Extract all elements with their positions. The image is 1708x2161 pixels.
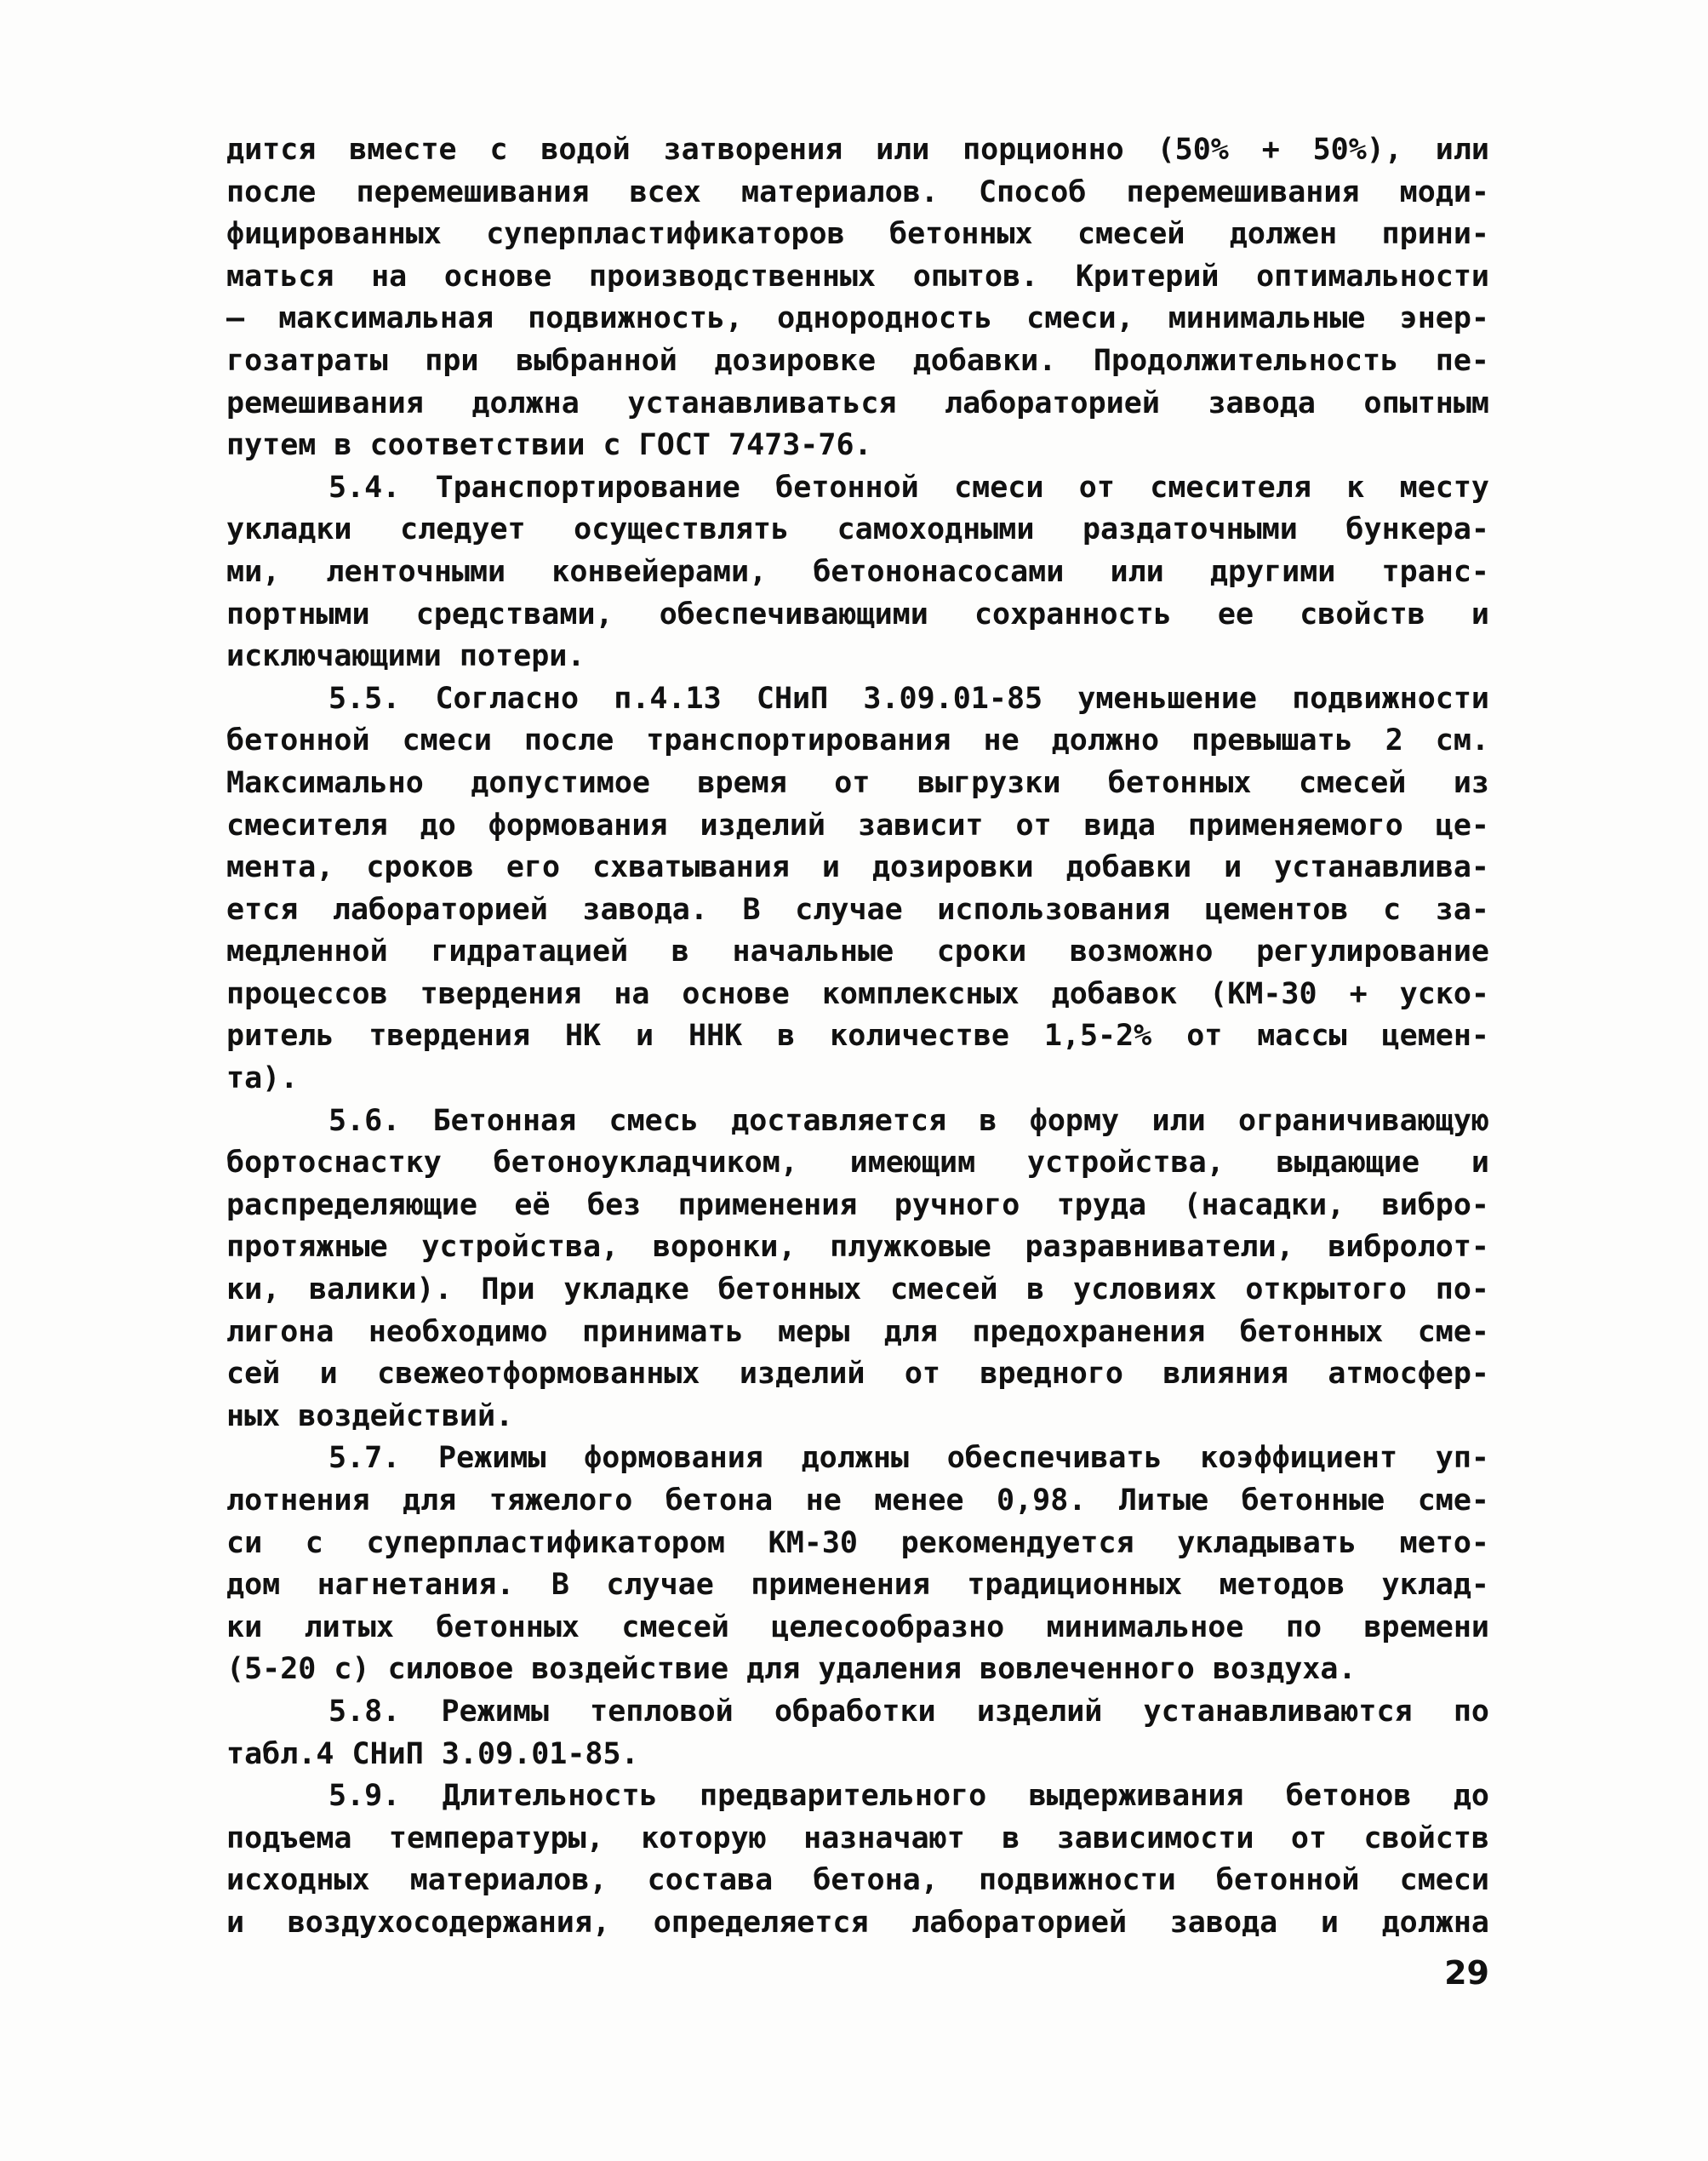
paragraph-5-9 xyxy=(226,1775,1489,1944)
text-line: – максимальная подвижность, однородность смеси, минимальные энер- xyxy=(226,301,1489,336)
paragraph-5-8 xyxy=(226,1691,1489,1775)
text-line: распределяющие её без применения ручного труда (насадки, вибро- xyxy=(226,1187,1489,1222)
text-line: бетонной смеси после транспортирования не должно превышать 2 см. xyxy=(226,723,1489,758)
paragraph-continuation xyxy=(226,129,1489,467)
text-line: лотнения для тяжелого бетона не менее 0,98. Литые бетонные сме- xyxy=(226,1484,1489,1518)
text-line: табл.4 СНиП 3.09.01-85. xyxy=(226,1736,639,1771)
page-number: 29 xyxy=(1444,1954,1489,1992)
text-line: процессов твердения на основе комплексных добавок (КМ-30 + уско- xyxy=(226,976,1489,1011)
text-line: ных воздействий. xyxy=(226,1398,514,1433)
text-line: портными средствами, обеспечивающими сохранность ее свойств и xyxy=(226,597,1489,632)
body-text xyxy=(226,129,1489,1945)
text-line: дится вместе с водой затворения или порционно (50% + 50%), или xyxy=(226,133,1489,167)
text-line: лигона необходимо принимать меры для предохранения бетонных сме- xyxy=(226,1314,1489,1349)
text-line: укладки следует осуществлять самоходными раздаточными бункера- xyxy=(226,512,1489,547)
text-line: ки, валики). При укладке бетонных смесей в условиях открытого по- xyxy=(226,1272,1489,1307)
paragraph-5-5 xyxy=(226,678,1489,1101)
text-line: исходных материалов, состава бетона, подвижности бетонной смеси xyxy=(226,1863,1489,1898)
text-line: бортоснастку бетоноукладчиком, имеющим устройства, выдающие и xyxy=(226,1146,1489,1181)
paragraph-5-7 xyxy=(226,1438,1489,1691)
text-line: ки литых бетонных смесей целесообразно минимальное по времени xyxy=(226,1609,1489,1644)
text-line: ремешивания должна устанавливаться лабораторией завода опытным xyxy=(226,386,1489,420)
text-line: протяжные устройства, воронки, плужковые разравниватели, вибролот- xyxy=(226,1230,1489,1265)
text-line: фицированных суперпластификаторов бетонных смесей должен прини- xyxy=(226,217,1489,252)
text-line: 5.7. Режимы формования должны обеспечивать коэффициент уп- xyxy=(328,1441,1489,1476)
text-line: Максимально допустимое время от выгрузки бетонных смесей из xyxy=(226,765,1489,800)
text-line: 5.5. Согласно п.4.13 СНиП 3.09.01-85 уменьшение подвижности xyxy=(328,681,1489,716)
text-line: маться на основе производственных опытов. Критерий оптимальности xyxy=(226,259,1489,294)
text-line: подъема температуры, которую назначают в зависимости от свойств xyxy=(226,1821,1489,1855)
text-line: 5.8. Режимы тепловой обработки изделий устанавливаются по xyxy=(328,1694,1489,1729)
paragraph-5-6 xyxy=(226,1101,1489,1438)
text-line: 5.6. Бетонная смесь доставляется в форму или ограничивающую xyxy=(328,1103,1489,1138)
paragraph-5-4 xyxy=(226,467,1489,678)
text-line: дом нагнетания. В случае применения традиционных методов уклад- xyxy=(226,1568,1489,1603)
text-line: ется лабораторией завода. В случае использования цементов с за- xyxy=(226,892,1489,927)
text-line: ритель твердения НК и ННК в количестве 1,5-2% от массы цемен- xyxy=(226,1019,1489,1054)
text-line: медленной гидратацией в начальные сроки возможно регулирование xyxy=(226,935,1489,969)
text-line: исключающими потери. xyxy=(226,639,586,674)
text-line: и воздухосодержания, определяется лабораторией завода и должна xyxy=(226,1905,1489,1940)
text-line: 5.9. Длительность предварительного выдерживания бетонов до xyxy=(328,1779,1489,1814)
text-line: сей и свежеотформованных изделий от вредного влияния атмосфер- xyxy=(226,1357,1489,1392)
text-line: 5.4. Транспортирование бетонной смеси от смесителя к месту xyxy=(328,470,1489,505)
text-line: мента, сроков его схватывания и дозировки добавки и устанавлива- xyxy=(226,850,1489,885)
text-line: путем в соответствии с ГОСТ 7473-76. xyxy=(226,428,872,463)
text-line: си с суперпластификатором КМ-30 рекомендуется укладывать мето- xyxy=(226,1525,1489,1560)
text-line: смесителя до формования изделий зависит от вида применяемого це- xyxy=(226,808,1489,843)
text-line: та). xyxy=(226,1061,299,1096)
text-line: гозатраты при выбранной дозировке добавки. Продолжительность пе- xyxy=(226,343,1489,378)
text-line: после перемешивания всех материалов. Способ перемешивания моди- xyxy=(226,174,1489,209)
text-line: ми, ленточными конвейерами, бетононасосами или другими транс- xyxy=(226,554,1489,589)
text-line: (5-20 с) силовое воздействие для удаления вовлеченного воздуха. xyxy=(226,1652,1357,1687)
